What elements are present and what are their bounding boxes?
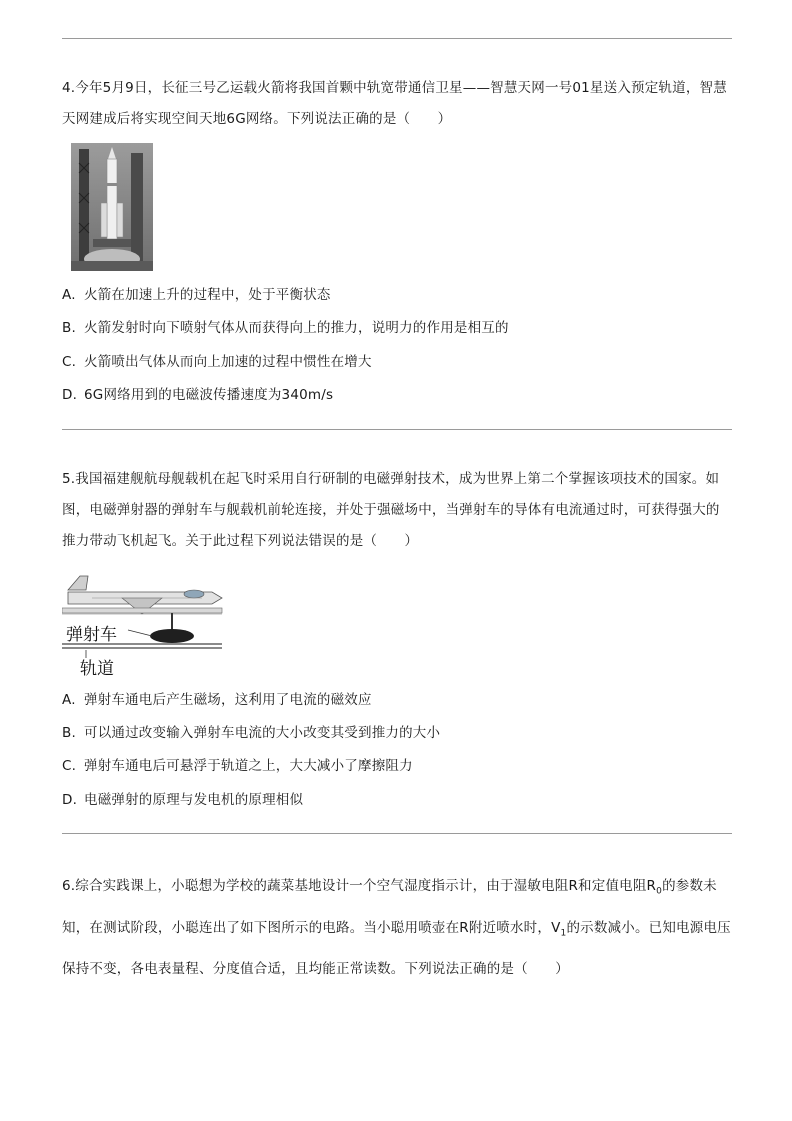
- divider-top: [62, 38, 732, 39]
- q4-option-c: [62, 352, 732, 372]
- q4-option-d: [62, 385, 732, 405]
- q5-option-d: [62, 790, 732, 810]
- option-letter: A.: [62, 287, 76, 303]
- q5-option-b: [62, 723, 732, 743]
- q5-stem: 5.我国福建舰航母舰载机在起飞时采用自行研制的电磁弹射技术，成为世界上第二个掌握该项技术的国家。如图，电磁弹射器的弹射车与舰载机前轮连接，并处于强磁场中，当弹射车的导体有电流通过时，可获得强大的推力带动飞机起飞。关于此过程下列说法错误的是（ ）: [62, 471, 720, 549]
- option-letter: B.: [62, 320, 76, 336]
- option-text: 可以通过改变输入弹射车电流的大小改变其受到推力的大小: [84, 725, 441, 741]
- q5-option-a: [62, 690, 732, 710]
- option-letter: C.: [62, 758, 77, 774]
- option-text: 弹射车通电后可悬浮于轨道之上，大大减小了摩擦阻力: [84, 758, 413, 774]
- cart-label: 弹射车: [66, 625, 117, 645]
- rocket-photo: [71, 143, 153, 271]
- track-label: 轨道: [80, 659, 114, 679]
- option-text: 弹射车通电后产生磁场，这利用了电流的磁效应: [84, 692, 372, 708]
- subscript-1: 1: [560, 928, 567, 939]
- option-text: 6G网络用到的电磁波传播速度为340m/s: [84, 387, 334, 403]
- option-text: 火箭发射时向下喷射气体从而获得向上的推力，说明力的作用是相互的: [84, 320, 509, 336]
- q6-stem: [62, 868, 732, 987]
- option-text: 火箭喷出气体从而向上加速的过程中惯性在增大: [84, 354, 372, 370]
- divider-q4-q5: [62, 429, 732, 430]
- option-text: 电磁弹射的原理与发电机的原理相似: [84, 792, 304, 808]
- q4-option-b: [62, 318, 732, 338]
- q4-stem: 4.今年5月9日，长征三号乙运载火箭将我国首颗中轨宽带通信卫星——智慧天网一号01星送入预定轨道，智慧天网建成后将实现空间天地6G网络。下列说法正确的是（ ）: [62, 80, 727, 127]
- option-letter: A.: [62, 692, 76, 708]
- q6-stem-text: 的参数未知，在测试阶段，小聪连出了如下图所示的电路。当小聪用喷壶在R附近喷水时，V: [62, 878, 717, 936]
- option-letter: B.: [62, 725, 76, 741]
- q6-stem-text: 6.综合实践课上，小聪想为学校的蔬菜基地设计一个空气湿度指示计，由于湿敏电阻R和定值电阻R: [62, 878, 657, 894]
- q5-option-c: [62, 756, 732, 776]
- subscript-0: 0: [656, 886, 663, 897]
- catapult-diagram: [62, 570, 227, 678]
- option-letter: D.: [62, 387, 78, 403]
- divider-q5-q6: [62, 833, 732, 834]
- q6-stem-text: 的示数减小。已知电源电压保持不变，各电表量程、分度值合适，且均能正常读数。下列说法正确的是（ ）: [62, 919, 731, 978]
- option-letter: D.: [62, 792, 78, 808]
- option-text: 火箭在加速上升的过程中，处于平衡状态: [84, 287, 331, 303]
- q4-option-a: [62, 285, 732, 305]
- option-letter: C.: [62, 354, 77, 370]
